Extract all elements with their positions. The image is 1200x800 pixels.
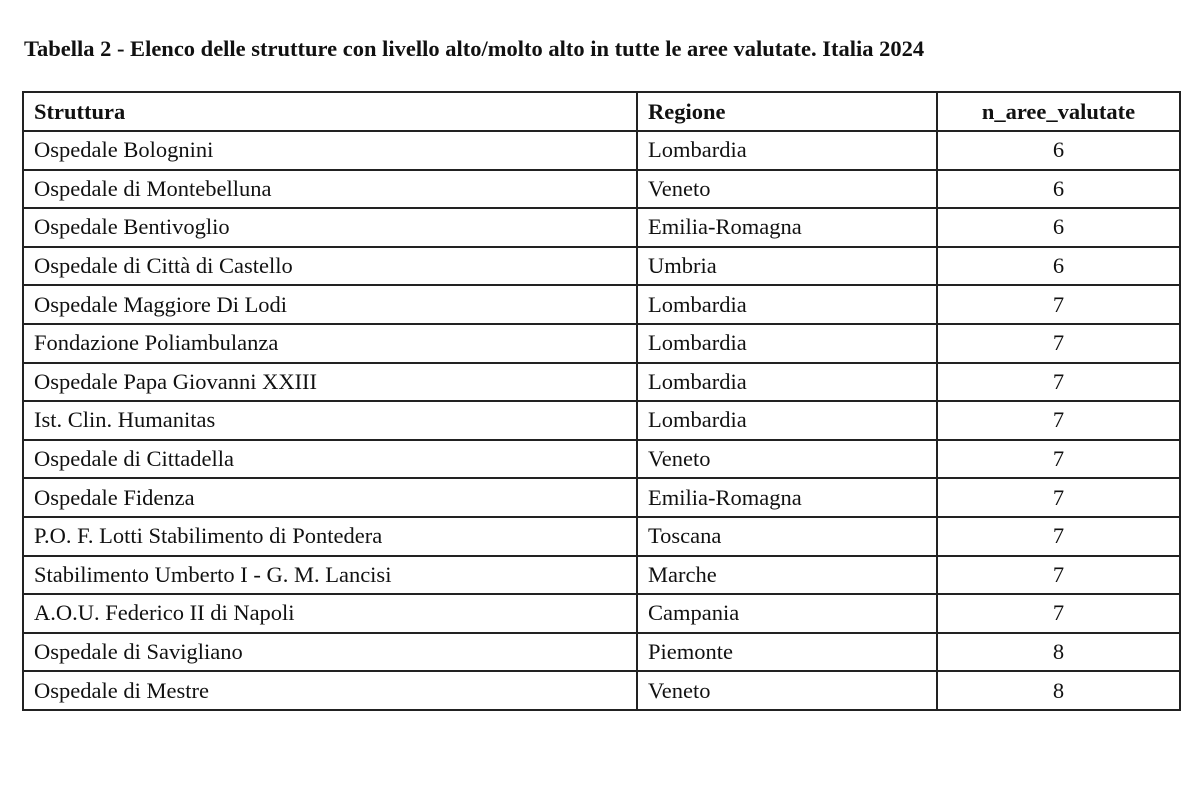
cell-regione: Veneto (637, 170, 937, 209)
cell-regione: Lombardia (637, 401, 937, 440)
cell-regione: Toscana (637, 517, 937, 556)
cell-n-aree: 7 (937, 401, 1180, 440)
structures-table (22, 91, 1181, 711)
cell-regione: Emilia-Romagna (637, 208, 937, 247)
table-row (23, 633, 1180, 672)
header-regione: Regione (637, 92, 937, 131)
cell-struttura: Ist. Clin. Humanitas (23, 401, 637, 440)
cell-n-aree: 7 (937, 324, 1180, 363)
table-row (23, 671, 1180, 710)
cell-n-aree: 6 (937, 247, 1180, 286)
table-row (23, 208, 1180, 247)
table-row (23, 363, 1180, 402)
cell-regione: Umbria (637, 247, 937, 286)
cell-regione: Emilia-Romagna (637, 478, 937, 517)
cell-struttura: Ospedale di Mestre (23, 671, 637, 710)
cell-struttura: Ospedale di Cittadella (23, 440, 637, 479)
cell-struttura: Ospedale Fidenza (23, 478, 637, 517)
cell-struttura: Fondazione Poliambulanza (23, 324, 637, 363)
cell-n-aree: 8 (937, 633, 1180, 672)
cell-struttura: A.O.U. Federico II di Napoli (23, 594, 637, 633)
cell-n-aree: 8 (937, 671, 1180, 710)
cell-regione: Lombardia (637, 363, 937, 402)
cell-struttura: Ospedale Papa Giovanni XXIII (23, 363, 637, 402)
cell-n-aree: 7 (937, 517, 1180, 556)
table-row (23, 324, 1180, 363)
cell-regione: Piemonte (637, 633, 937, 672)
table-row (23, 517, 1180, 556)
cell-struttura: Ospedale Bentivoglio (23, 208, 637, 247)
header-struttura: Struttura (23, 92, 637, 131)
cell-n-aree: 7 (937, 363, 1180, 402)
table-row (23, 556, 1180, 595)
cell-struttura: Ospedale di Città di Castello (23, 247, 637, 286)
cell-n-aree: 7 (937, 478, 1180, 517)
table-row (23, 131, 1180, 170)
cell-n-aree: 7 (937, 594, 1180, 633)
cell-struttura: P.O. F. Lotti Stabilimento di Pontedera (23, 517, 637, 556)
cell-struttura: Ospedale di Montebelluna (23, 170, 637, 209)
cell-regione: Veneto (637, 671, 937, 710)
cell-n-aree: 7 (937, 285, 1180, 324)
table-row (23, 170, 1180, 209)
cell-n-aree: 6 (937, 170, 1180, 209)
cell-n-aree: 7 (937, 556, 1180, 595)
cell-n-aree: 7 (937, 440, 1180, 479)
cell-struttura: Stabilimento Umberto I - G. M. Lancisi (23, 556, 637, 595)
cell-struttura: Ospedale Maggiore Di Lodi (23, 285, 637, 324)
cell-n-aree: 6 (937, 131, 1180, 170)
table-row (23, 247, 1180, 286)
cell-regione: Lombardia (637, 285, 937, 324)
table-row (23, 594, 1180, 633)
table-row (23, 478, 1180, 517)
table-title: Tabella 2 - Elenco delle strutture con livello alto/molto alto in tutte le aree valutate. Italia 2024 (24, 36, 925, 61)
cell-regione: Marche (637, 556, 937, 595)
cell-struttura: Ospedale di Savigliano (23, 633, 637, 672)
table-row (23, 285, 1180, 324)
cell-struttura: Ospedale Bolognini (23, 131, 637, 170)
table-row (23, 440, 1180, 479)
table-row (23, 401, 1180, 440)
cell-regione: Campania (637, 594, 937, 633)
cell-regione: Lombardia (637, 324, 937, 363)
header-n-aree-valutate: n_aree_valutate (937, 92, 1180, 131)
cell-regione: Veneto (637, 440, 937, 479)
header-row (23, 92, 1180, 131)
cell-regione: Lombardia (637, 131, 937, 170)
cell-n-aree: 6 (937, 208, 1180, 247)
